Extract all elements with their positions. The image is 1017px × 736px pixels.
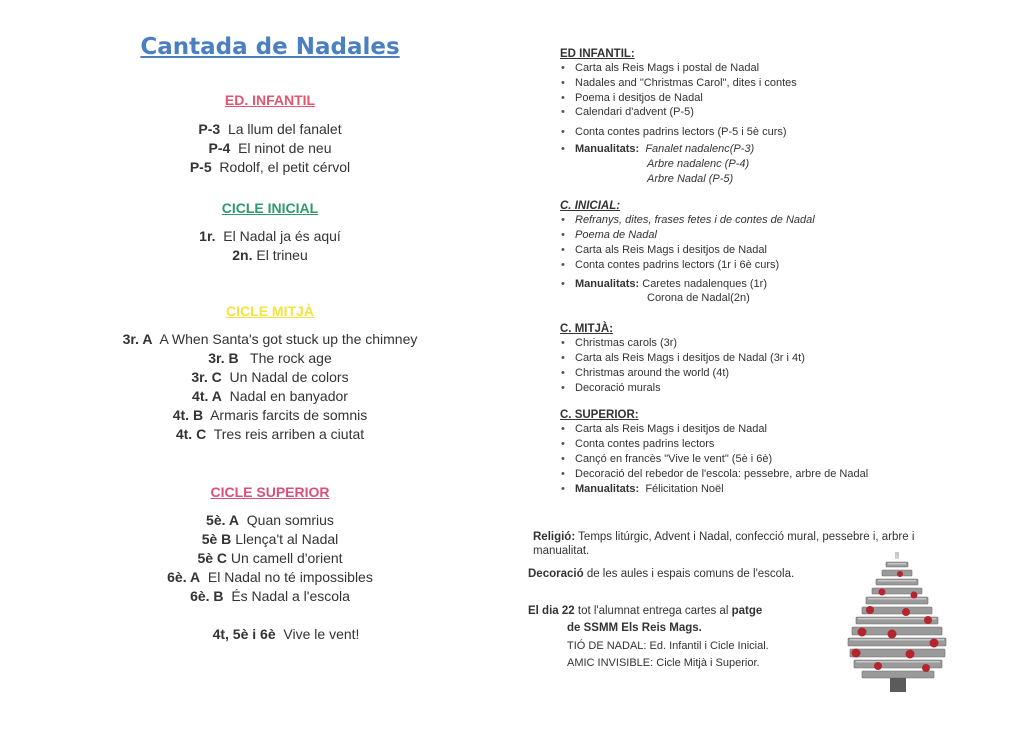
mitja-list [95, 330, 445, 444]
list-item: 6è. B És Nadal a l'escola [190, 588, 350, 604]
list-item: • Christmas around the world (4t) [560, 366, 960, 381]
list-item: P-5 Rodolf, el petit cérvol [189, 159, 351, 175]
decoracio-note: Decoració de les aules i espais comuns de l'escola. [528, 568, 795, 580]
list-item: 5è. A Quan somrius [206, 512, 334, 528]
list-item: 4t. B Armaris farcits de somnis [172, 407, 368, 423]
heading-mitja: CICLE MITJÀ [226, 303, 314, 319]
tio-note: TIÓ DE NADAL: Ed. Infantil i Cicle Inicial. [567, 640, 769, 652]
list-item: • Conta contes padrins lectors [560, 437, 960, 452]
activities-mitja-heading: C. MITJÀ: [560, 323, 614, 336]
amic-note: AMIC INVISIBLE: Cicle Mitjà i Superior. [567, 657, 760, 669]
activities-mitja-list [560, 336, 960, 395]
list-item: • Manualitats: Caretes nadalenques (1r) [560, 277, 960, 292]
list-item: • Cançó en francès "Vive le vent" (5è i 6è) [560, 452, 960, 467]
religio-note: Religió: Temps litúrgic, Advent i Nadal, confecció mural, pessebre i, arbre i manualitat. [533, 531, 915, 557]
list-item: • Poema i desitjos de Nadal [560, 91, 960, 106]
list-item: • Manualitats: Félicitation Noël [560, 482, 960, 497]
final-item: 4t, 5è i 6è Vive le vent! [212, 626, 360, 642]
christmas-tree-icon [840, 550, 955, 700]
list-item: 5è C Un camell d'orient [197, 550, 343, 566]
list-item: • Carta als Reis Mags i desitjos de Nadal (3r i 4t) [560, 351, 960, 366]
dia22-note: El dia 22 tot l'alumnat entrega cartes al patge [528, 605, 763, 617]
list-item: • Carta als Reis Mags i postal de Nadal [560, 61, 960, 76]
list-item: • Refranys, dites, frases fetes i de contes de Nadal [560, 213, 960, 228]
activities-inicial-heading: C. INICIAL: [560, 200, 621, 213]
right-column [560, 48, 960, 496]
manualitat-line: Corona de Nadal(2n) [647, 292, 750, 305]
list-item: • Conta contes padrins lectors (P-5 i 5è curs) [560, 125, 960, 140]
list-item: • Manualitats: Fanalet nadalenc(P-3) [560, 142, 960, 157]
list-item: P-3 La llum del fanalet [198, 121, 342, 137]
list-item: • Calendari d'advent (P-5) [560, 105, 960, 120]
superior-list [95, 511, 445, 644]
list-item: 1r. El Nadal ja és aquí [199, 228, 341, 244]
list-item: • Conta contes padrins lectors (1r i 6è curs) [560, 258, 960, 273]
list-item: • Decoració del rebedor de l'escola: pessebre, arbre de Nadal [560, 467, 960, 482]
activities-superior-heading: C. SUPERIOR: [560, 409, 639, 422]
activities-infantil-list [560, 61, 960, 157]
activities-superior-list [560, 422, 960, 496]
heading-superior: CICLE SUPERIOR [210, 484, 330, 500]
list-item: • Decoració murals [560, 381, 960, 396]
list-item: 3r. C Un Nadal de colors [191, 369, 349, 385]
list-item: • Christmas carols (3r) [560, 336, 960, 351]
manualitat-line: Arbre nadalenc (P-4) [647, 157, 750, 170]
list-item: P-4 El ninot de neu [208, 140, 332, 156]
list-item: • Carta als Reis Mags i desitjos de Nadal [560, 422, 960, 437]
heading-infantil: ED. INFANTIL [224, 92, 316, 108]
inicial-list [95, 227, 445, 265]
activities-inicial-list [560, 213, 960, 291]
activities-infantil-heading: ED INFANTIL: [560, 48, 635, 60]
manualitat-line: Arbre Nadal (P-5) [647, 172, 734, 185]
list-item: • Nadales and "Christmas Carol", dites i contes [560, 76, 960, 91]
list-item: 2n. El trineu [232, 247, 308, 263]
list-item: • Carta als Reis Mags i desitjos de Nadal [560, 243, 960, 258]
left-column [95, 30, 445, 642]
list-item: 5è B Llença't al Nadal [201, 531, 339, 547]
page-title: Cantada de Nadales [140, 34, 400, 60]
list-item: • Poema de Nadal [560, 228, 960, 243]
list-item: 4t. C Tres reis arriben a ciutat [175, 426, 365, 442]
list-item: 6è. A El Nadal no té impossibles [167, 569, 373, 585]
infantil-list [95, 120, 445, 177]
heading-inicial: CICLE INICIAL [221, 200, 319, 216]
list-item: 3r. B The rock age [208, 350, 332, 366]
dia22-line2: de SSMM Els Reis Mags. [567, 622, 702, 634]
list-item: 3r. A A When Santa's got stuck up the chimney [122, 331, 418, 347]
list-item: 4t. A Nadal en banyador [192, 388, 348, 404]
